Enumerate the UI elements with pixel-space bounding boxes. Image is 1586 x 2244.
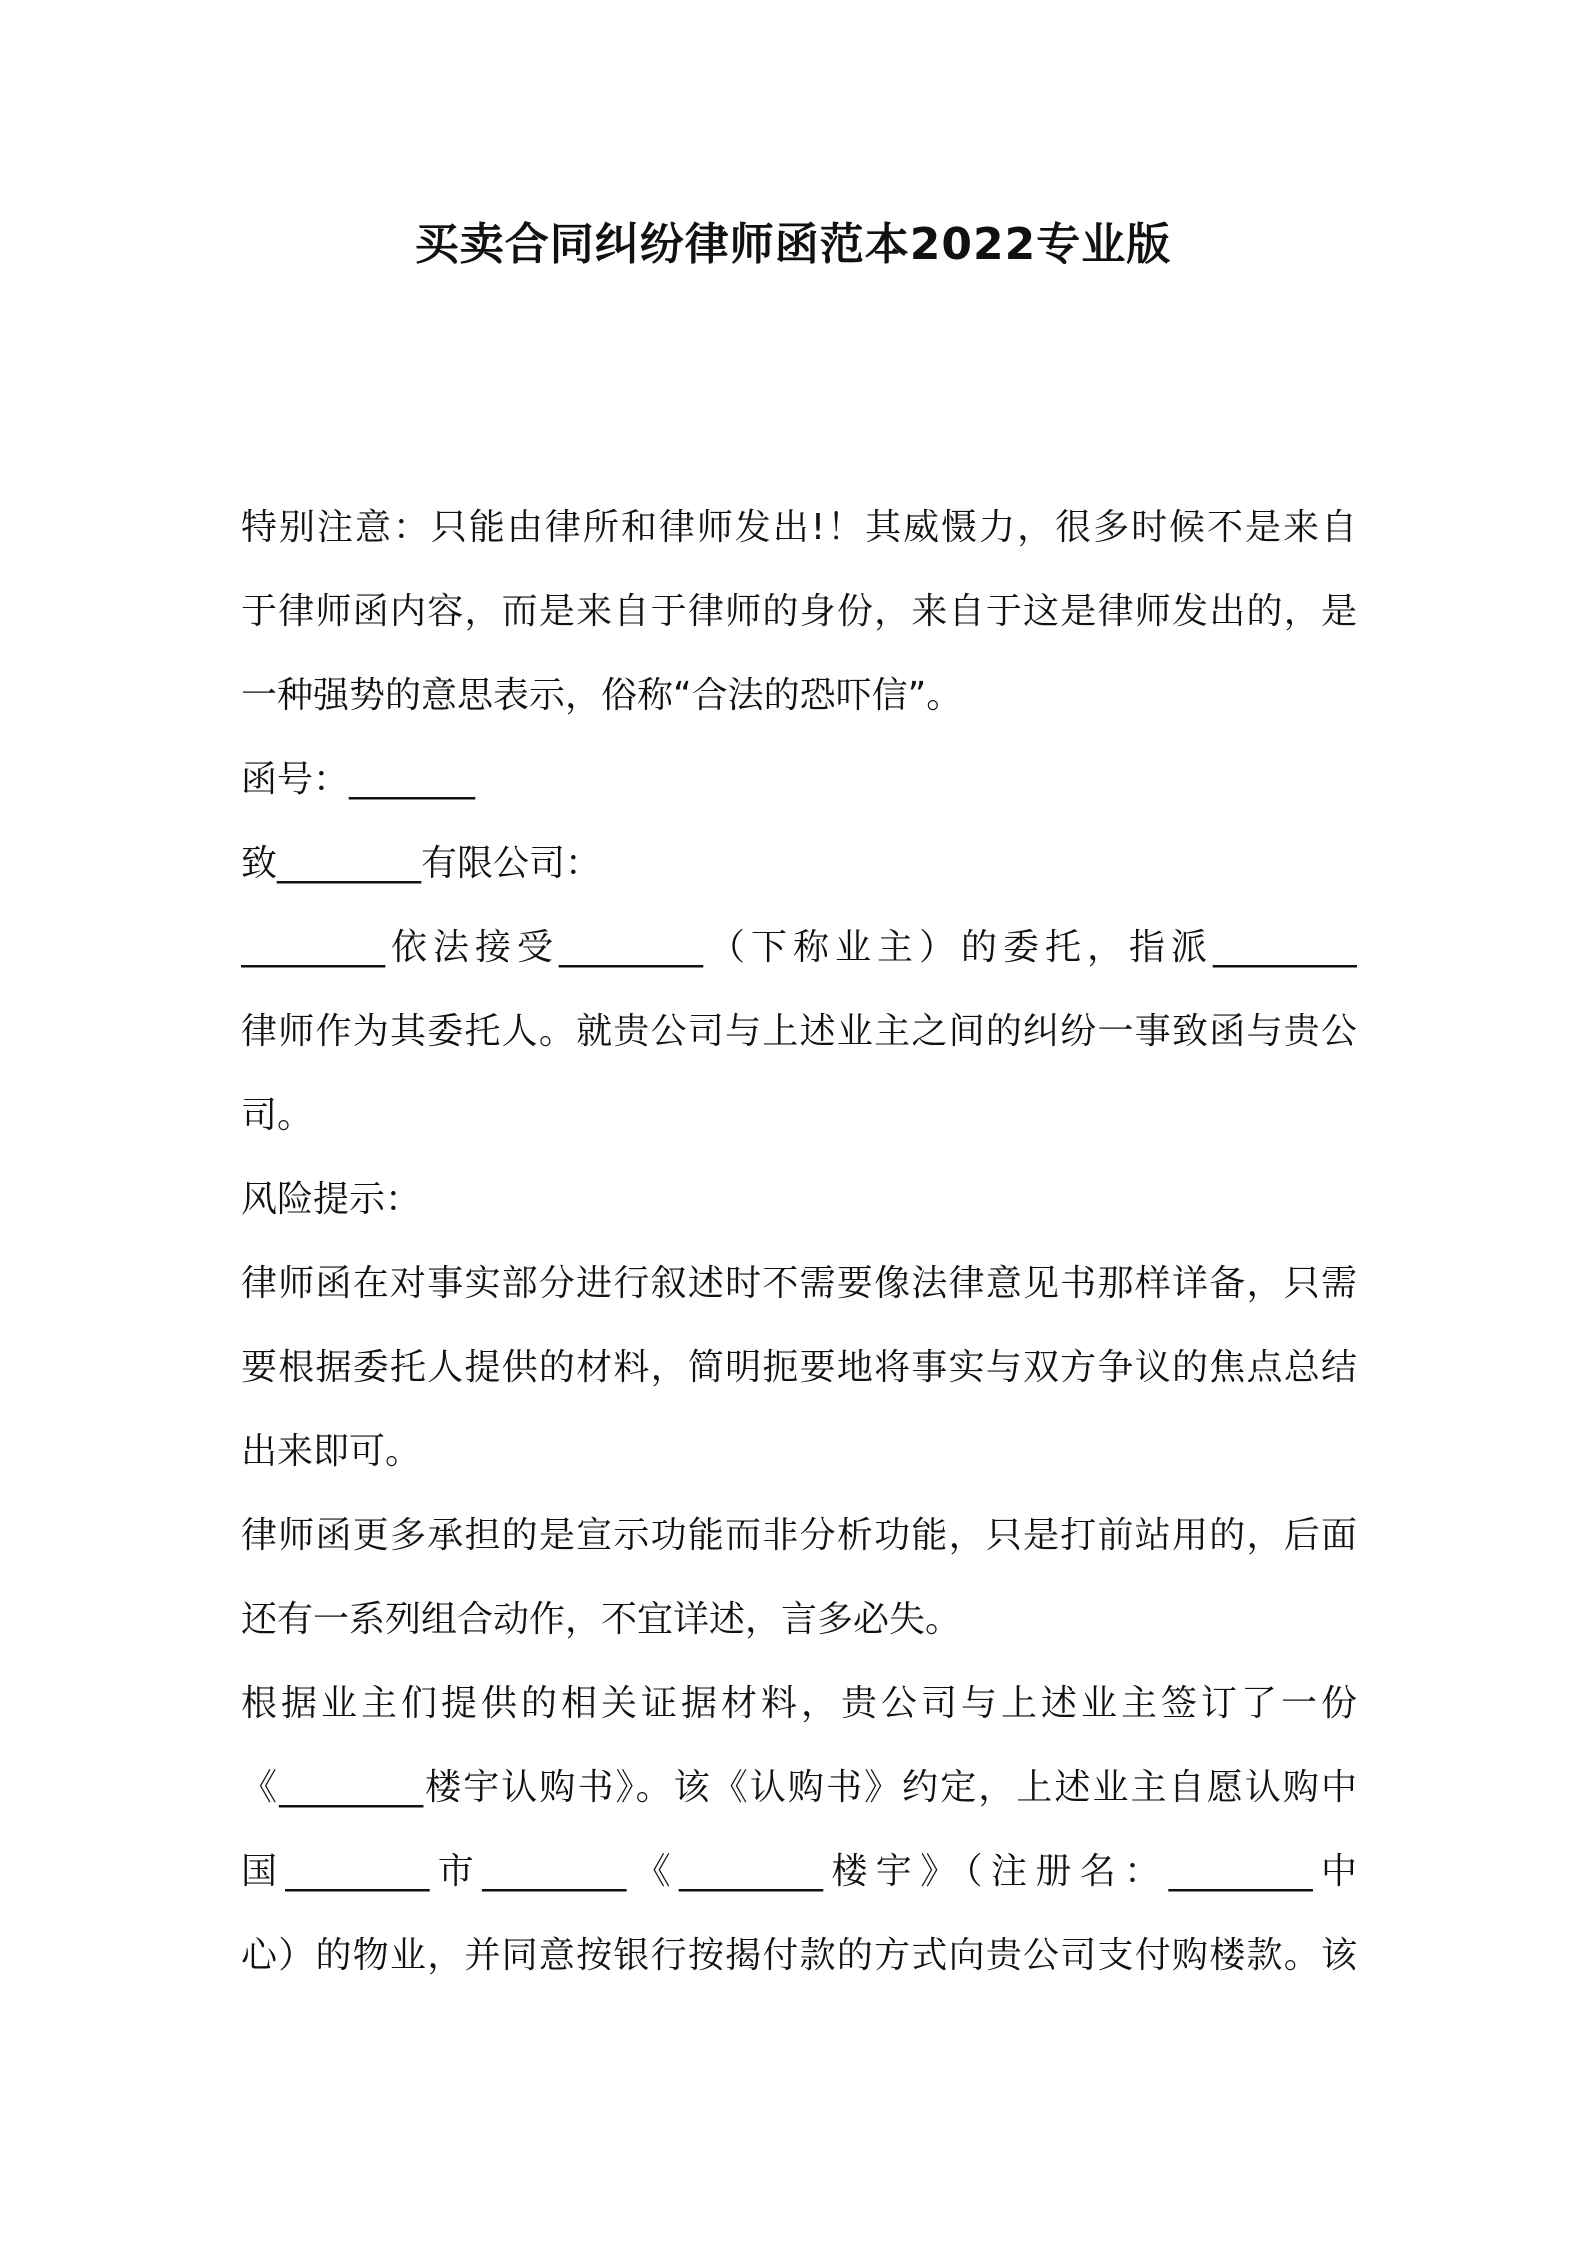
body-line: 根据业主们提供的相关证据材料，贵公司与上述业主签订了一份 <box>241 1683 1357 1724</box>
recipient-line: 致________有限公司： <box>241 843 602 884</box>
document-body <box>241 486 1357 1998</box>
risk-heading: 风险提示： <box>241 1179 422 1220</box>
body-line: 特别注意：只能由律所和律师发出!！其威慑力，很多时候不是来自 <box>241 507 1357 548</box>
body-line: 国________市________《________楼宇》（注册名：________中 <box>241 1851 1357 1892</box>
body-line: 律师函在对事实部分进行叙述时不需要像法律意见书那样详备，只需 <box>241 1263 1357 1304</box>
body-line: 一种强势的意思表示，俗称“合法的恐吓信”。 <box>241 675 963 716</box>
body-line: 要根据委托人提供的材料，简明扼要地将事实与双方争议的焦点总结 <box>241 1347 1357 1388</box>
body-line: 于律师函内容，而是来自于律师的身份，来自于这是律师发出的，是 <box>241 591 1357 632</box>
body-line: ________依法接受________（下称业主）的委托，指派________ <box>241 927 1357 968</box>
body-line: 出来即可。 <box>241 1431 422 1472</box>
letter-number-line: 函号：_______ <box>241 759 476 800</box>
body-line: 律师作为其委托人。就贵公司与上述业主之间的纠纷一事致函与贵公 <box>241 1011 1357 1052</box>
body-line: 司。 <box>241 1095 314 1136</box>
document-title: 买卖合同纠纷律师函范本2022专业版 <box>414 219 1172 270</box>
body-line: 律师函更多承担的是宣示功能而非分析功能，只是打前站用的，后面 <box>241 1515 1357 1556</box>
body-line: 心）的物业，并同意按银行按揭付款的方式向贵公司支付购楼款。该 <box>241 1935 1357 1976</box>
body-line: 还有一系列组合动作，不宜详述，言多必失。 <box>241 1599 962 1640</box>
body-line: 《________楼宇认购书》。该《认购书》约定，上述业主自愿认购中 <box>241 1767 1357 1808</box>
